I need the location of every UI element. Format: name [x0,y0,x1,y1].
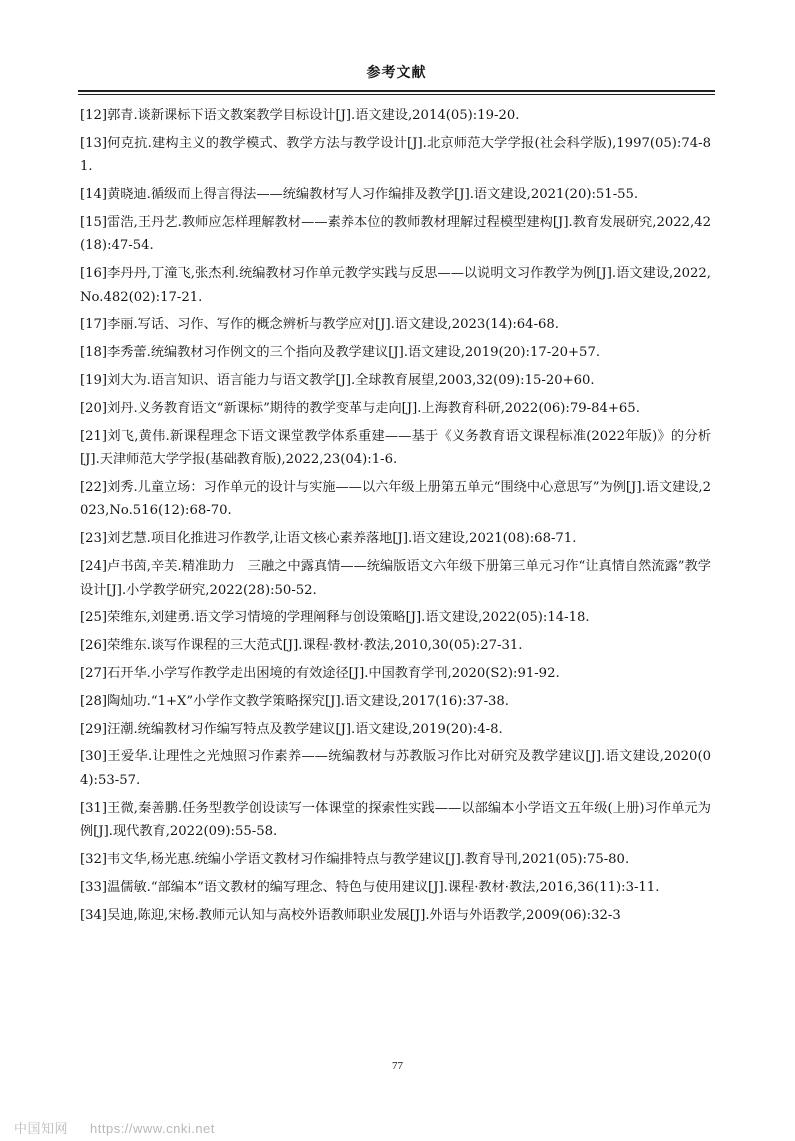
reference-item: [25]荣维东,刘建勇.语文学习情境的学理阐释与创设策略[J].语文建设,2022(05):14-18. [80,610,590,626]
reference-item: [23]刘艺慧.项目化推进习作教学,让语文核心素养落地[J].语文建设,2021(08):68-71. [80,531,577,547]
reference-item: [28]陶灿功.“1+X”小学作文教学策略探究[J].语文建设,2017(16):37-38. [80,693,510,709]
reference-item: [24]卢书茵,辛芙.精准助力 三融之中露真情——统编版语文六年级下册第三单元习作“让真情自然流露”教学设计[J].小学教学研究,2022(28):50-52. [80,559,711,598]
reference-item: [12]郭青.谈新课标下语文教案教学目标设计[J].语文建设,2014(05):19-20. [80,108,520,123]
watermark-url: https://www.cnki.net [90,1121,215,1136]
reference-item: [30]王爱华.让理性之光烛照习作素养——统编教材与苏教版习作比对研究及教学建议[J].语文建设,2020(04):53-57. [80,749,711,788]
page-number: 77 [392,1060,403,1072]
reference-item: [19]刘大为.语言知识、语言能力与语文教学[J].全球教育展望,2003,32(09):15-20+60. [80,373,595,389]
reference-item: [27]石开华.小学写作教学走出困境的有效途径[J].中国教育学刊,2020(S2):91-92. [80,665,560,681]
watermark-brand: 中国知网 [14,1121,69,1136]
reference-item: [26]荣维东.谈写作课程的三大范式[J].课程·教材·教法,2010,30(05):27-31. [80,638,523,654]
reference-item: [31]王微,秦善鹏.任务型教学创设读写一体课堂的探索性实践——以部编本小学语文五年级(上册)习作单元为例[J].现代教育,2022(09):55-58. [80,800,711,840]
reference-item: [13]何克抗.建构主义的教学模式、教学方法与教学设计[J].北京师范大学学报(社会科学版),1997(05):74-81. [80,135,711,175]
reference-item: [21]刘飞,黄伟.新课程理念下语文课堂教学体系重建——基于《义务教育语文课程标准(2022年版)》的分析[J].天津师范大学学报(基础教育版),2022,23(04):1-6. [80,428,711,468]
reference-item: [18]李秀蕾.统编教材习作例文的三个指向及教学建议[J].语文建设,2019(20):17-20+57. [80,345,601,361]
reference-item: [34]吴迪,陈迎,宋杨.教师元认知与高校外语教师职业发展[J].外语与外语教学,2009(06):32-3 [80,907,621,923]
reference-item: [33]温儒敏.“部编本”语文教材的编写理念、特色与使用建议[J].课程·教材·教法,2016,36(11):3-11. [80,879,660,895]
page-header-title: 参考文献 [366,65,427,81]
header-rule [78,90,715,92]
reference-list [80,104,711,931]
reference-item: [32]韦文华,杨光惠.统编小学语文教材习作编排特点与教学建议[J].教育导刊,2021(05):75-80. [80,851,630,867]
reference-item: [20]刘丹.义务教育语文“新课标”期待的教学变革与走向[J].上海教育科研,2022(06):79-84+65. [80,400,640,416]
reference-item: [14]黄晓迪.循级而上得言得法——统编教材写人习作编排及教学[J].语文建设,2021(20):51-55. [80,187,639,203]
reference-item: [15]雷浩,王丹艺.教师应怎样理解教材——素养本位的教师教材理解过程模型建构[J].教育发展研究,2022,42(18):47-54. [80,214,711,254]
watermark [14,1118,215,1137]
reference-item: [29]汪潮.统编教材习作编写特点及教学建议[J].语文建设,2019(20):4-8. [80,721,503,737]
reference-item: [16]李丹丹,丁潼飞,张杰利.统编教材习作单元教学实践与反思——以说明文习作教学为例[J].语文建设,2022,No.482(02):17-21. [80,266,711,305]
reference-item: [17]李丽.写话、习作、写作的概念辨析与教学应对[J].语文建设,2023(14):64-68. [80,317,560,333]
reference-item: [22]刘秀.儿童立场：习作单元的设计与实施——以六年级上册第五单元“围绕中心意思写”为例[J].语文建设,2023,No.516(12):68-70. [80,479,711,519]
